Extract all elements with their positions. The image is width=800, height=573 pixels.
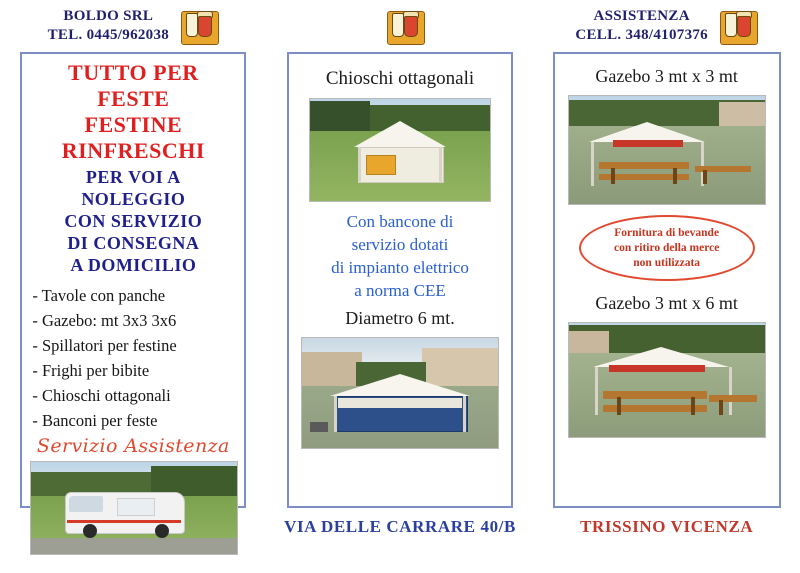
- left-title-blue: [30, 166, 236, 276]
- left-header-text: [48, 7, 169, 45]
- left-title-red: [30, 60, 236, 164]
- beverage-logo-icon: [718, 7, 758, 45]
- subtitle-line-1: PER VOI A: [85, 167, 181, 187]
- title-line-2: FESTINE: [84, 112, 183, 137]
- title-line-3: RINFRESCHI: [61, 138, 205, 163]
- footer-mid: VIA DELLE CARRARE 40/B: [284, 517, 516, 536]
- right-header-text: [575, 7, 708, 45]
- mid-header: [267, 0, 534, 52]
- service-list: [30, 283, 236, 433]
- octagonal-kiosk-night-photo: [301, 337, 499, 449]
- gazebo-3x6-title: Gazebo 3 mt x 6 mt: [595, 293, 738, 313]
- left-card: [20, 52, 246, 508]
- mid-blue-line-1: Con bancone di: [346, 212, 454, 231]
- assistance-label: ASSISTENZA: [593, 8, 690, 24]
- beverage-supply-badge: [579, 215, 755, 281]
- list-item: - Tavole con panche: [32, 286, 166, 305]
- column-mid: [267, 0, 534, 573]
- list-item: - Banconi per feste: [32, 411, 158, 430]
- delivery-van-photo: [30, 461, 238, 555]
- column-right: [533, 0, 800, 573]
- beverage-logo-icon: [179, 7, 219, 45]
- column-left: [0, 0, 267, 573]
- right-header: [533, 0, 800, 52]
- mid-blue-text: [331, 210, 469, 302]
- mid-blue-line-2: servizio dotati: [351, 235, 449, 254]
- beverage-logo-icon: [385, 7, 425, 45]
- left-header: [0, 0, 267, 52]
- subtitle-line-2: NOLEGGIO: [81, 189, 186, 209]
- mid-card: [287, 52, 513, 508]
- company-phone: TEL. 0445/962038: [47, 27, 170, 43]
- service-assistance-script: Servizio Assistenza: [36, 435, 230, 457]
- mid-title: Chioschi ottagonali: [325, 68, 475, 89]
- octagonal-kiosk-photo: [309, 98, 491, 202]
- badge-line-1: Fornitura di bevande: [614, 226, 720, 239]
- badge-line-3: non utilizzata: [633, 256, 701, 269]
- list-item: - Frighi per bibite: [32, 361, 150, 380]
- company-name: BOLDO SRL: [63, 8, 154, 24]
- badge-line-2: con ritiro della merce: [614, 241, 720, 254]
- title-line-1: TUTTO PER FESTE: [68, 60, 199, 111]
- right-card: [553, 52, 781, 508]
- assistance-phone: CELL. 348/4107376: [575, 27, 708, 43]
- mid-blue-line-3: di impianto elettrico: [331, 258, 469, 277]
- subtitle-line-5: A DOMICILIO: [70, 255, 197, 275]
- mid-diameter-text: Diametro 6 mt.: [345, 308, 455, 328]
- gazebo-3x3-title: Gazebo 3 mt x 3 mt: [595, 66, 738, 86]
- footer-right: TRISSINO VICENZA: [580, 517, 754, 536]
- mid-blue-line-4: a norma CEE: [354, 281, 446, 300]
- gazebo-3x3-photo: [568, 95, 766, 205]
- subtitle-line-4: DI CONSEGNA: [67, 233, 200, 253]
- list-item: - Gazebo: mt 3x3 3x6: [32, 311, 177, 330]
- subtitle-line-3: CON SERVIZIO: [64, 211, 203, 231]
- list-item: - Chioschi ottagonali: [32, 386, 171, 405]
- gazebo-3x6-photo: [568, 322, 766, 438]
- list-item: - Spillatori per festine: [32, 336, 177, 355]
